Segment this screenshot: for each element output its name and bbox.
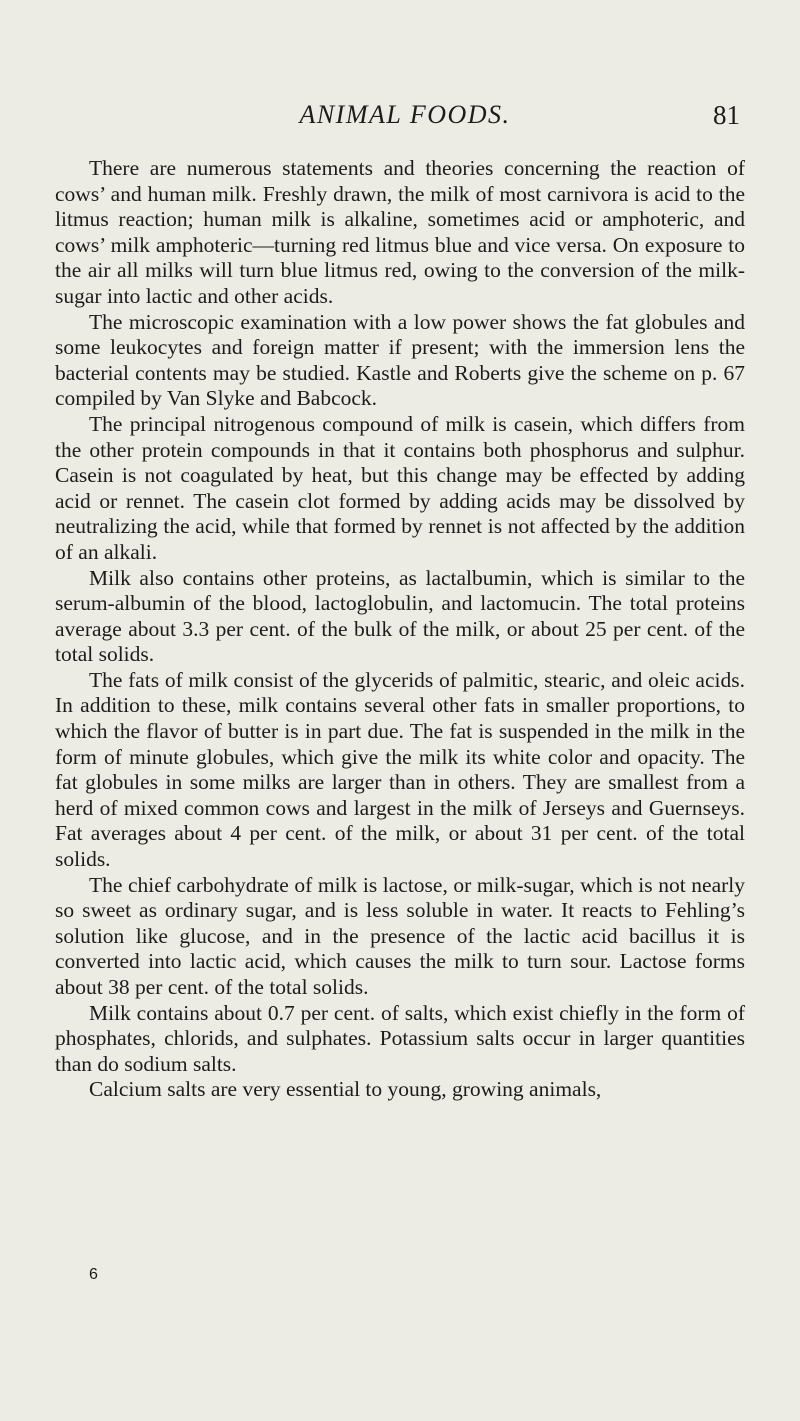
- signature-mark: 6: [89, 1266, 98, 1283]
- paragraph-salts: Milk contains about 0.7 per cent. of salts, which exist chiefly in the form of phosphates, chlorids, and sulphates. Potassium salts occur in larger quantities than do sodium salts.: [55, 1000, 745, 1076]
- body-text: [55, 156, 745, 1103]
- paragraph-fats: The fats of milk consist of the glycerids of palmitic, stearic, and oleic acids. In addition to these, milk contains several other fats in smaller proportions, to which the flavor of butter is in part due. The fat is suspended in the milk in the form of minute globules, which give the milk its white color and opacity. The fat globules in some milks are larger than in others. They are smallest from a herd of mixed common cows and largest in the milk of Jerseys and Guernseys. Fat averages about 4 per cent. of the milk, or about 31 per cent. of the total solids.: [55, 667, 745, 872]
- page-number: 81: [713, 100, 740, 130]
- paragraph-calcium: Calcium salts are very essential to young, growing animals,: [89, 1077, 602, 1102]
- paragraph-casein: The principal nitrogenous compound of milk is casein, which differs from the other protein compounds in that it contains both phosphorus and sulphur. Casein is not coagulated by heat, but this change may be effected by adding acid or rennet. The casein clot formed by adding acids may be dissolved by neutralizing the acid, while that formed by rennet is not affected by the addition of an alkali.: [55, 411, 745, 564]
- running-head: [70, 100, 740, 140]
- paragraph-proteins: Milk also contains other proteins, as lactalbumin, which is similar to the serum-albumin of the blood, lactoglobulin, and lactomucin. The total proteins average about 3.3 per cent. of the bulk of the milk, or about 25 per cent. of the total solids.: [55, 565, 745, 667]
- paragraph-carbohydrate: The chief carbohydrate of milk is lactose, or milk-sugar, which is not nearly so sweet as ordinary sugar, and is less soluble in water. It reacts to Fehling’s solution like glucose, and in the presence of the lactic acid bacillus it is converted into lactic acid, which causes the milk to turn sour. Lactose forms about 38 per cent. of the total solids.: [55, 872, 745, 999]
- paragraph-microscopic: The microscopic examination with a low power shows the fat globules and some leukocytes and foreign matter if present; with the immersion lens the bacterial contents may be studied. Kastle and Roberts give the scheme on p. 67 compiled by Van Slyke and Babcock.: [55, 309, 745, 411]
- paragraph-reaction: There are numerous statements and theories concerning the reaction of cows’ and human milk. Freshly drawn, the milk of most carnivora is acid to the litmus reaction; human milk is alkaline, sometimes acid or amphoteric, and cows’ milk amphoteric—turning red litmus blue and vice versa. On exposure to the air all milks will turn blue litmus red, owing to the conversion of the milk-sugar into lactic and other acids.: [55, 156, 745, 308]
- running-title: ANIMAL FOODS.: [299, 100, 511, 129]
